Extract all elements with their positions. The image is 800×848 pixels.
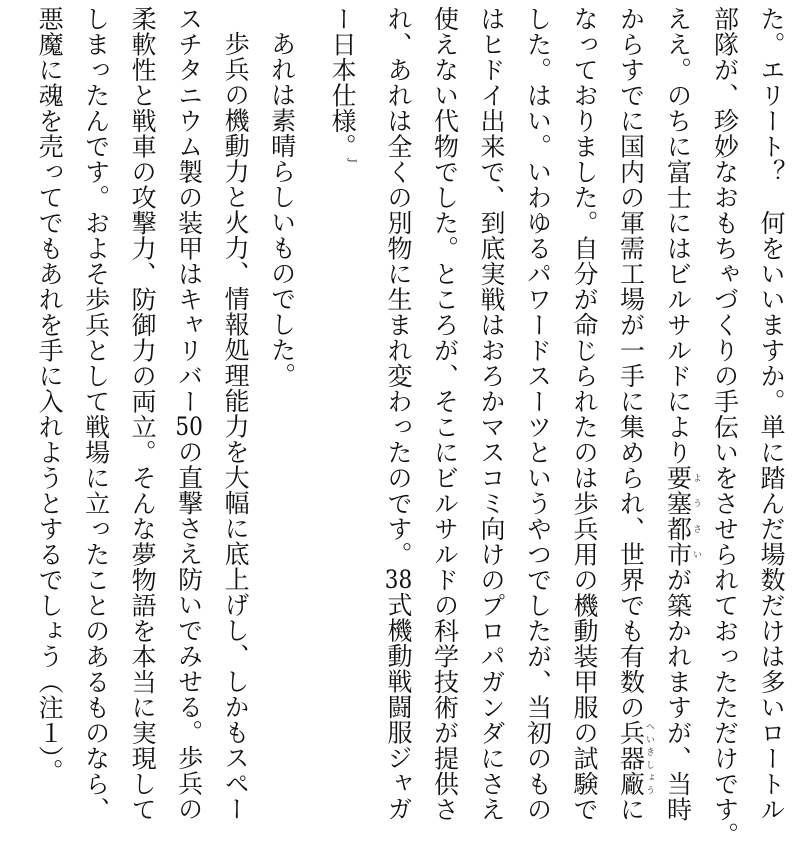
text-line-15: しまったんです。およそ歩兵として戦場に立ったことのあるものなら、 — [81, 6, 111, 822]
text-line-13-tail: の直撃さえ防いでみせる。歩兵の — [174, 439, 204, 822]
text-line-12: 歩兵の機動力と火力、情報処理能力を大幅に底上げし、しかもスペー — [221, 31, 251, 822]
ruby-yousai — [663, 465, 701, 567]
text-line-7: はヒドイ出来で、到底実戦はおろかマスコミ向けのプロパガンダにさえ — [477, 6, 506, 822]
text-line-4-tail: に — [616, 796, 646, 822]
text-line-3 — [654, 6, 701, 822]
text-line-10-body: ー日本仕様。 — [328, 6, 358, 159]
text-line-1: た。エリート？ 何をいいますか。単に踏んだ場数だけは多いロートル — [757, 6, 786, 822]
text-line-9-head: れ、あれは全くの別物に生まれ変わったのです。 — [384, 6, 413, 567]
footnote-mark-j: J — [346, 159, 357, 164]
text-line-3-tail: が築かれますが、当時 — [663, 567, 693, 822]
text-line-5: なっておりました。自分が命じられたのは歩兵用の機動装甲服の試験で — [570, 6, 599, 822]
text-line-6: した。はい。いわゆるパワードスーツというやつでしたが、当初のもの — [523, 6, 553, 822]
text-line-8: 使えない代物でした。ところが、そこにビルサルドの科学技術が提供さ — [430, 6, 460, 822]
text-line-2: 部隊が、珍妙なおもちゃづくりの手伝いをさせられておったただけです。 — [710, 6, 740, 848]
text-line-10 — [319, 6, 375, 758]
text-line-13-number: 50 — [175, 414, 203, 439]
ruby-yousai-base: 要塞都市 — [663, 465, 693, 567]
text-line-9-tail: 式機動戦闘服ジャガ — [384, 592, 413, 822]
text-line-14: 柔軟性と戦車の攻撃力、防御力の両立。そんな夢物語を本当に実現して — [128, 6, 158, 822]
text-line-4 — [607, 6, 654, 822]
text-line-13-head: スチタニウム製の装甲はキャリバー — [174, 6, 204, 414]
ruby-yousai-reading: ようさい — [691, 465, 701, 567]
text-line-9-number: 38 — [384, 567, 413, 592]
ruby-heikishou-base: 兵器廠 — [616, 720, 646, 797]
ruby-heikishou — [616, 720, 654, 797]
vertical-text-body — [26, 6, 794, 848]
text-line-9 — [375, 6, 422, 822]
text-line-3-head: ええ。のちに富士にはビルサルドにより — [663, 6, 693, 465]
text-line-16: 悪魔に魂を売ってでもあれを手に入れようとするでしょう（注１）。 — [35, 6, 65, 784]
text-line-4-head: からすでに国内の軍需工場が一手に集められ、世界でも有数の — [616, 6, 646, 720]
text-line-13 — [165, 6, 212, 822]
text-line-11: あれは素晴らしいものでした。 — [267, 31, 297, 388]
ruby-heikishou-reading: へいきしょう — [644, 720, 654, 797]
